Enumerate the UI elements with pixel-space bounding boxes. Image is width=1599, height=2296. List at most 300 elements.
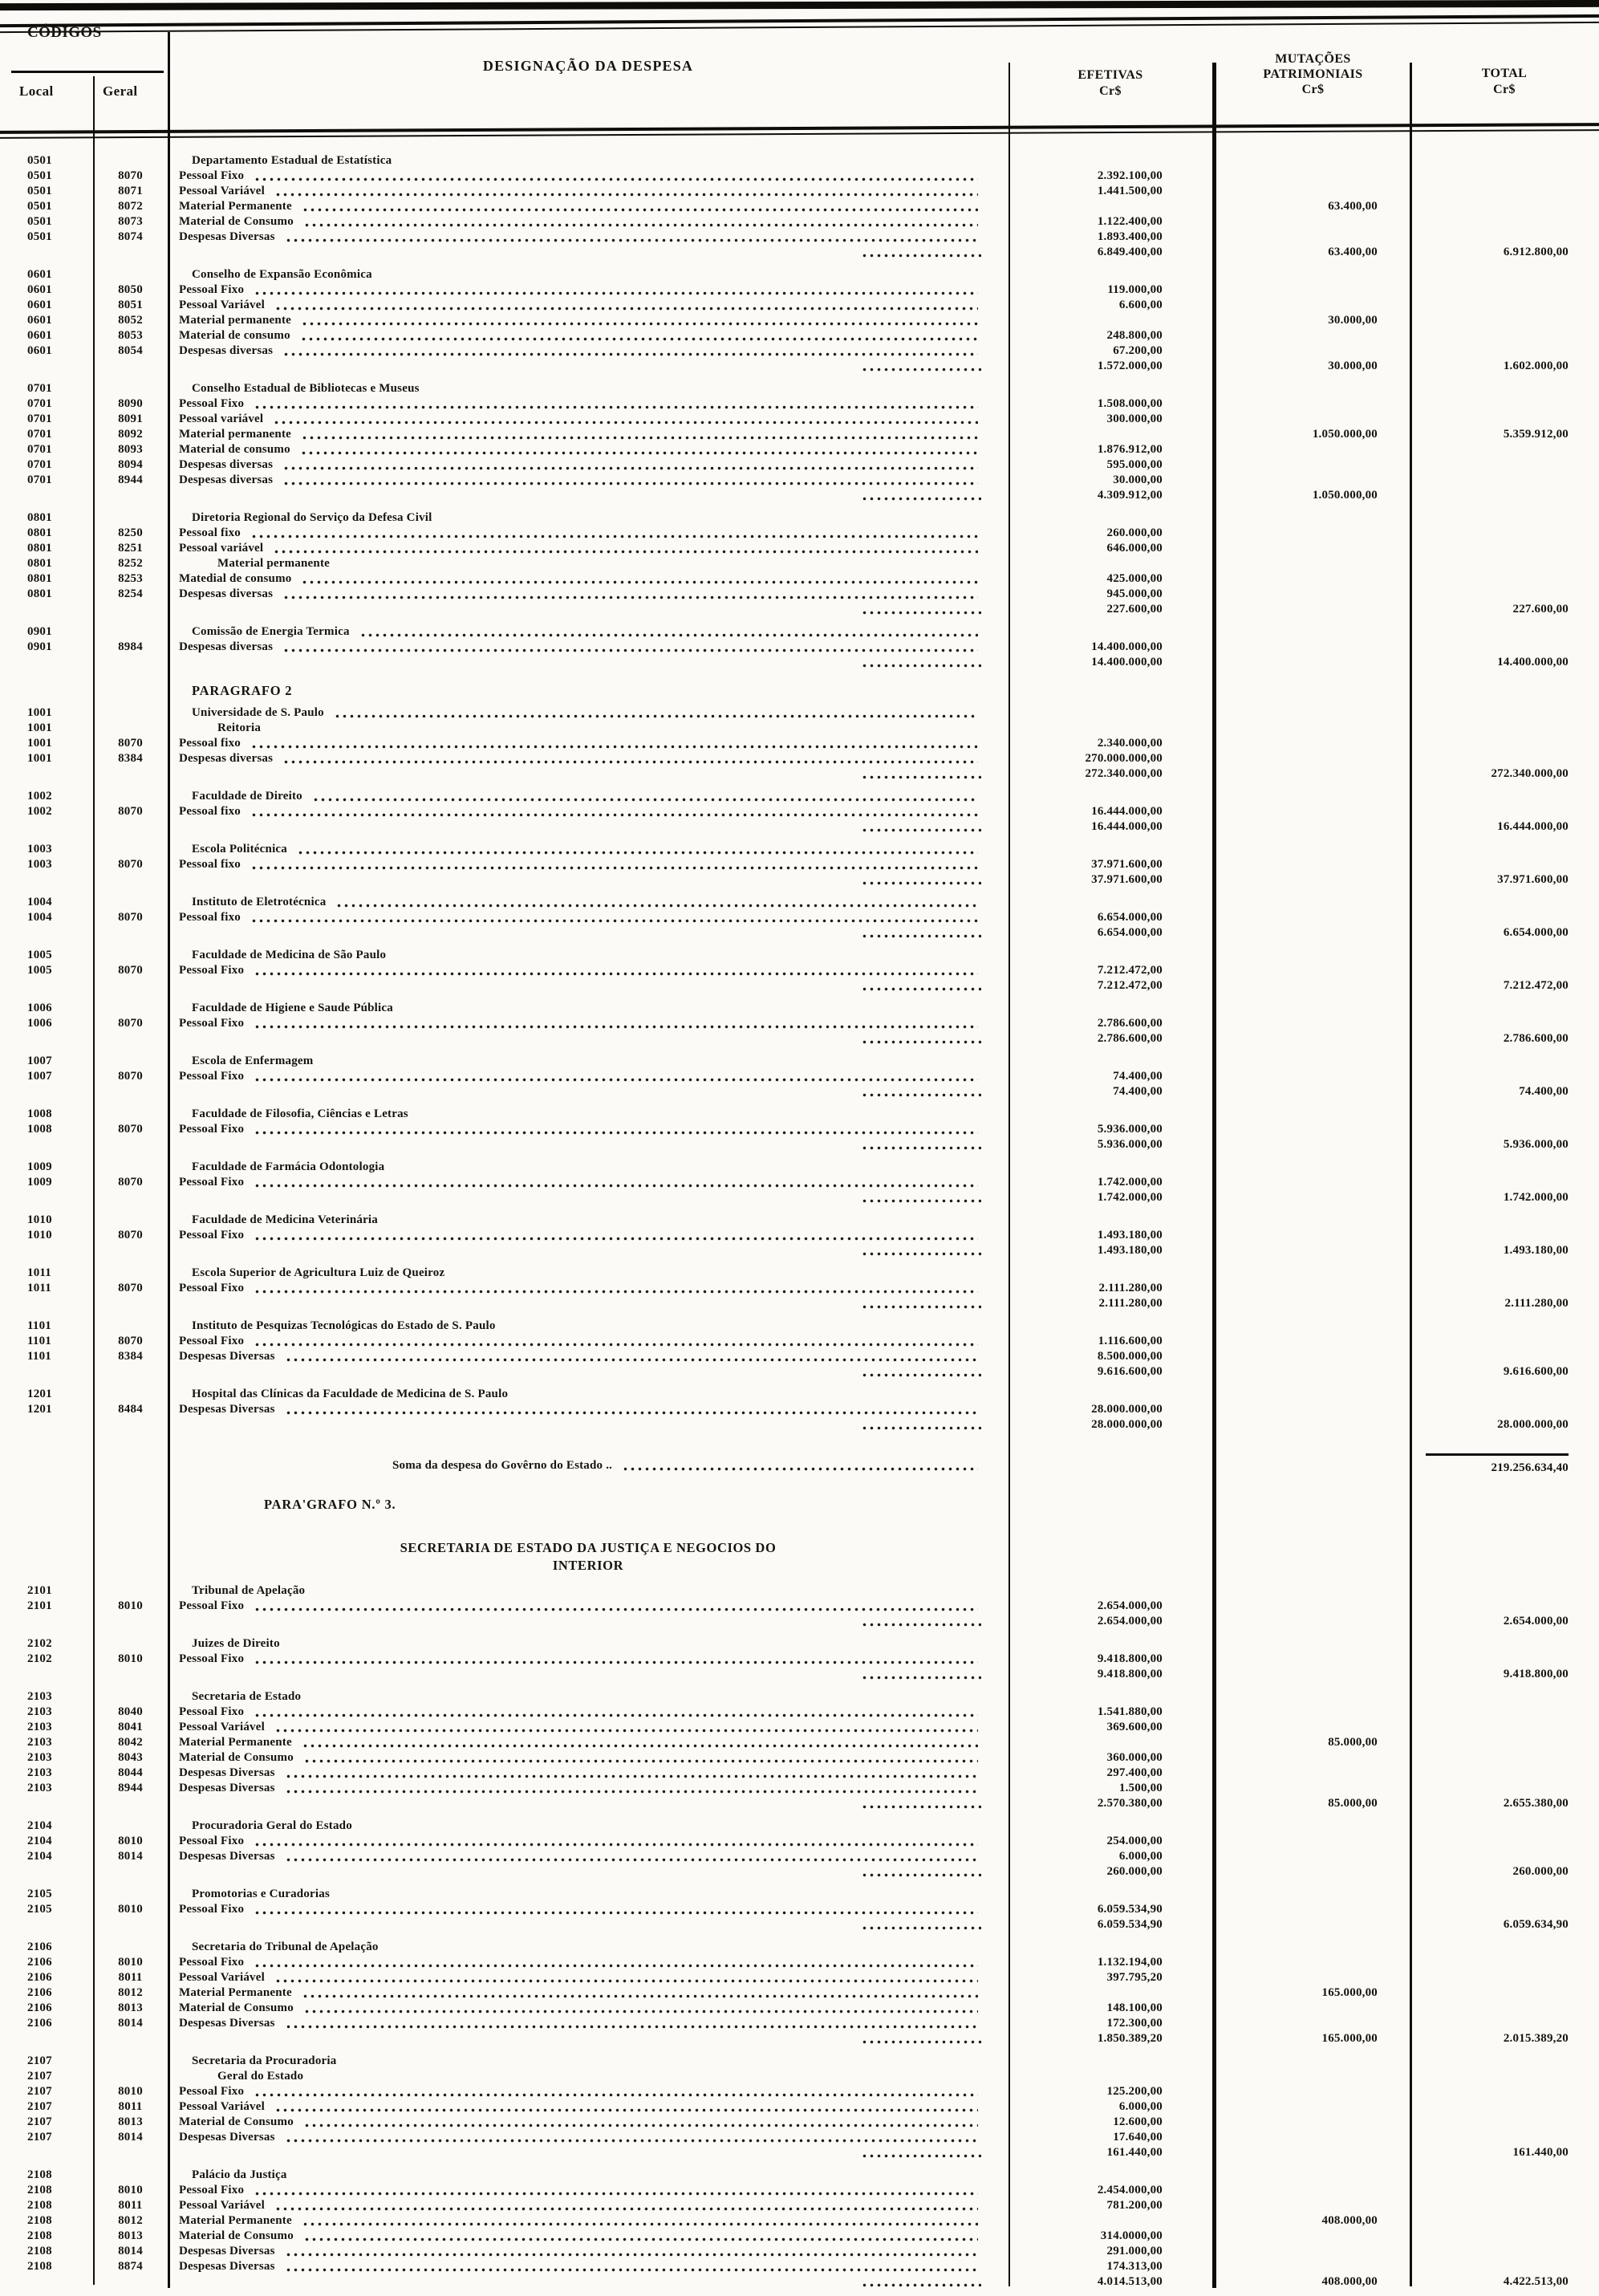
local-code: 0501: [27, 215, 52, 228]
org-title-row: [0, 1819, 1599, 1834]
designacao-cell: [168, 1160, 1009, 1175]
efetivas-value-cell: [1009, 571, 1212, 587]
line-item-row: [0, 1766, 1599, 1781]
top-border-rule: [0, 14, 1599, 27]
mutacoes-value-cell: [1212, 1750, 1410, 1766]
local-code: 1004: [27, 911, 52, 924]
designacao-text: Despesas diversas: [179, 473, 274, 486]
geral-code-cell: [93, 153, 168, 169]
total-value-cell: [1410, 1107, 1599, 1122]
line-item-row: [0, 804, 1599, 819]
designacao-cell: [168, 2016, 1009, 2031]
designacao-cell: [168, 571, 1009, 587]
mutacoes-value: 85.000,00: [1328, 1736, 1378, 1749]
designacao-text: Geral do Estado: [217, 2070, 304, 2083]
efetivas-value: 161.440,00: [1106, 2146, 1163, 2159]
designacao-cell: [168, 1213, 1009, 1228]
efetivas-value-cell: [1009, 1614, 1212, 1629]
designacao-text: Pessoal Variável: [179, 185, 265, 197]
subtotal-dot-leader: [861, 359, 981, 374]
total-value-cell: [1410, 2183, 1599, 2198]
total-value: 161.440,00: [1512, 2146, 1569, 2159]
mutacoes-value-cell: [1212, 2130, 1410, 2145]
local-code: 0801: [27, 526, 52, 539]
dot-leader: [301, 571, 978, 587]
geral-code: 8252: [118, 557, 143, 570]
local-code: 1009: [27, 1176, 52, 1189]
local-code: 2102: [27, 1652, 52, 1665]
designacao-cell: [168, 1296, 1009, 1311]
dot-leader: [285, 1349, 978, 1364]
efetivas-value: 1.132.194,00: [1097, 1956, 1163, 1969]
designacao-text: Despesas diversas: [179, 587, 274, 600]
total-value-cell: [1410, 1228, 1599, 1243]
total-value-cell: [1410, 282, 1599, 298]
efetivas-value-cell: [1009, 789, 1212, 804]
efetivas-value: 74.400,00: [1113, 1085, 1163, 1098]
geral-code: 8072: [118, 200, 143, 213]
geral-code: 8070: [118, 964, 143, 977]
local-code: 1008: [27, 1107, 52, 1120]
mutacoes-value: 408.000,00: [1321, 2275, 1378, 2288]
designacao-text: Secretaria do Tribunal de Apelação: [192, 1940, 379, 1953]
mutacoes-value-cell: [1212, 1985, 1410, 2001]
efetivas-value-cell: [1009, 359, 1212, 374]
efetivas-value-cell: [1009, 1190, 1212, 1205]
mutacoes-value-cell: [1212, 359, 1410, 374]
geral-code: 8984: [118, 640, 143, 653]
efetivas-value-cell: [1009, 381, 1212, 396]
designacao-cell: [168, 655, 1009, 670]
line-item-row: [0, 526, 1599, 541]
mutacoes-value-cell: [1212, 1107, 1410, 1122]
efetivas-value-cell: [1009, 230, 1212, 245]
efetivas-value-cell: [1009, 681, 1212, 701]
total-value-cell: [1410, 1243, 1599, 1258]
dot-leader: [301, 427, 978, 442]
dot-leader: [254, 963, 978, 978]
efetivas-value-cell: [1009, 1720, 1212, 1735]
total-value-cell: [1410, 1122, 1599, 1137]
total-value-cell: [1410, 1387, 1599, 1402]
total-value-cell: [1410, 1402, 1599, 1417]
subtotal-dot-leader: [861, 1137, 981, 1152]
designacao-cell: [168, 1583, 1009, 1599]
designacao-text: Pessoal Fixo: [179, 1835, 245, 1847]
designacao-text: Despesas Diversas: [179, 2260, 275, 2273]
total-value-cell: [1410, 2168, 1599, 2183]
dot-leader: [303, 2001, 978, 2016]
line-item-row: [0, 230, 1599, 245]
designacao-text: Departamento Estadual de Estatística: [192, 154, 392, 167]
efetivas-value: 291.000,00: [1106, 2245, 1163, 2257]
mutacoes-value-cell: [1212, 1190, 1410, 1205]
total-value-cell: [1410, 199, 1599, 214]
dot-leader: [254, 1069, 978, 1084]
line-item-row: [0, 640, 1599, 655]
total-value-cell: [1410, 1636, 1599, 1652]
efetivas-value: 781.200,00: [1106, 2199, 1163, 2212]
designacao-cell: [168, 640, 1009, 655]
designacao-text: Despesas Diversas: [179, 230, 275, 243]
total-value-cell: [1410, 298, 1599, 313]
mutacoes-value-cell: [1212, 1084, 1410, 1099]
total-value-cell: [1410, 214, 1599, 230]
designacao-text: Material de Consumo: [179, 215, 294, 228]
dot-leader: [282, 457, 978, 473]
line-item-row: [0, 1849, 1599, 1864]
section-title: PARAGRAFO 2: [192, 683, 293, 698]
total-value-cell: [1410, 1054, 1599, 1069]
total-value-cell: [1410, 819, 1599, 835]
total-value-cell: [1410, 1834, 1599, 1849]
mutacoes-currency-unit: Cr$: [1301, 83, 1325, 96]
line-item-row: [0, 199, 1599, 214]
total-value-cell: [1410, 766, 1599, 782]
designacao-cell: [168, 1667, 1009, 1682]
designacao-text: Pessoal Fixo: [179, 397, 245, 410]
designacao-cell: [168, 1781, 1009, 1796]
designacao-text: Material Permanente: [179, 2214, 292, 2227]
subtotal-dot-leader: [861, 1243, 981, 1258]
local-code: 2107: [27, 2100, 52, 2113]
line-item-row: [0, 1175, 1599, 1190]
org-title-row: [0, 1213, 1599, 1228]
designacao-text: Tribunal de Apelação: [192, 1584, 306, 1597]
efetivas-value-cell: [1009, 736, 1212, 751]
line-item-row: [0, 541, 1599, 556]
dot-leader: [254, 1652, 978, 1667]
efetivas-value-cell: [1009, 2054, 1212, 2069]
subtotal-dot-leader: [861, 1614, 981, 1629]
mutacoes-value-cell: [1212, 267, 1410, 282]
mutacoes-value: 30.000,00: [1328, 314, 1378, 327]
mutacoes-value-cell: [1212, 751, 1410, 766]
geral-code-cell: [93, 705, 168, 721]
local-code-cell: [0, 1243, 93, 1258]
total-value-cell: [1410, 1766, 1599, 1781]
dot-leader: [254, 1902, 978, 1917]
mutacoes-value: 1.050.000,00: [1312, 489, 1378, 502]
designacao-text: Soma da despesa do Govêrno do Estado ..: [392, 1459, 613, 1472]
total-value-cell: [1410, 1970, 1599, 1985]
mutacoes-value-cell: [1212, 872, 1410, 888]
local-code: 2107: [27, 2085, 52, 2098]
efetivas-value: 16.444.000,00: [1091, 820, 1163, 833]
total-value-cell: [1410, 1864, 1599, 1879]
total-value: 28.000.000,00: [1497, 1418, 1569, 1431]
org-title-row: [0, 1107, 1599, 1122]
efetivas-value-cell: [1009, 2099, 1212, 2115]
mutacoes-value-cell: [1212, 1137, 1410, 1152]
total-value-cell: [1410, 842, 1599, 857]
dot-leader: [312, 789, 978, 804]
total-value-cell: [1410, 2145, 1599, 2160]
efetivas-value: 16.444.000,00: [1091, 805, 1163, 818]
dot-leader: [303, 1750, 978, 1766]
efetivas-value-cell: [1009, 2168, 1212, 2183]
local-code-cell: [0, 819, 93, 835]
designacao-cell: [168, 1636, 1009, 1652]
designacao-cell: [168, 1402, 1009, 1417]
codigos-column-group-label: CÓDIGOS: [27, 24, 102, 41]
geral-code-cell: [93, 925, 168, 941]
designacao-cell: [168, 1864, 1009, 1879]
efetivas-value: 6.654.000,00: [1097, 911, 1163, 924]
designacao-cell: [168, 624, 1009, 640]
total-value-cell: [1410, 510, 1599, 526]
org-title-row: [0, 1054, 1599, 1069]
designacao-cell: [168, 948, 1009, 963]
mutacoes-value-cell: [1212, 602, 1410, 617]
efetivas-value-cell: [1009, 1122, 1212, 1137]
local-code: 2103: [27, 1782, 52, 1794]
designacao-text: Pessoal Fixo: [179, 1017, 245, 1030]
line-item-row: [0, 1281, 1599, 1296]
subtotal-row: [0, 488, 1599, 503]
line-item-row: [0, 1122, 1599, 1137]
efetivas-value-cell: [1009, 199, 1212, 214]
efetivas-value-cell: [1009, 624, 1212, 640]
designacao-cell: [168, 2259, 1009, 2274]
designacao-text: Faculdade de Direito: [192, 790, 302, 803]
mutacoes-value-cell: [1212, 245, 1410, 260]
local-code: 1008: [27, 1123, 52, 1136]
mutacoes-value-cell: [1212, 526, 1410, 541]
efetivas-value-cell: [1009, 721, 1212, 736]
efetivas-value: 4.014.513,00: [1097, 2275, 1163, 2288]
mutacoes-value-cell: [1212, 978, 1410, 994]
org-title-row: [0, 624, 1599, 640]
designacao-cell: [168, 1001, 1009, 1016]
local-code-cell: [0, 1137, 93, 1152]
efetivas-value-cell: [1009, 267, 1212, 282]
total-value: 227.600,00: [1512, 603, 1569, 616]
dot-leader: [250, 526, 978, 541]
total-value-cell: [1410, 488, 1599, 503]
mutacoes-value-cell: [1212, 1667, 1410, 1682]
dot-leader: [622, 1458, 978, 1473]
designacao-cell: [168, 2084, 1009, 2099]
efetivas-value: 2.786.600,00: [1097, 1032, 1163, 1045]
line-item-row: [0, 282, 1599, 298]
efetivas-value: 300.000,00: [1106, 412, 1163, 425]
mutacoes-value-cell: [1212, 1864, 1410, 1879]
local-code: 2103: [27, 1766, 52, 1779]
designacao-text: Pessoal variável: [179, 412, 264, 425]
line-item-row: [0, 1720, 1599, 1735]
geral-code: 8094: [118, 458, 143, 471]
subtotal-dot-leader: [861, 1364, 981, 1380]
designacao-text: Pessoal Variável: [179, 299, 265, 311]
efetivas-value-cell: [1009, 488, 1212, 503]
total-value: 9.616.600,00: [1503, 1365, 1569, 1378]
subtotal-row: [0, 1614, 1599, 1629]
geral-column-label: Geral: [103, 83, 138, 99]
designacao-text: Material de Consumo: [179, 2001, 294, 2014]
geral-code-cell: [93, 1689, 168, 1705]
designacao-text: Despesas Diversas: [179, 1403, 275, 1416]
efetivas-value-cell: [1009, 857, 1212, 872]
total-value: 1.742.000,00: [1503, 1191, 1569, 1204]
geral-code: 8070: [118, 805, 143, 818]
total-value: 16.444.000,00: [1497, 820, 1569, 833]
geral-code-cell: [93, 872, 168, 888]
efetivas-value: 172.300,00: [1106, 2017, 1163, 2030]
total-value-cell: [1410, 1175, 1599, 1190]
total-value-cell: [1410, 1849, 1599, 1864]
geral-code: 8070: [118, 858, 143, 871]
designacao-text: Pessoal Fixo: [179, 1599, 245, 1612]
geral-code: 8014: [118, 1850, 143, 1863]
org-title-row: [0, 267, 1599, 282]
total-value-cell: [1410, 948, 1599, 963]
org-title-row: [0, 705, 1599, 721]
efetivas-value-cell: [1009, 602, 1212, 617]
efetivas-value-cell: [1009, 298, 1212, 313]
total-value-cell: [1410, 541, 1599, 556]
subtotal-row: [0, 1667, 1599, 1682]
subtotal-row: [0, 2274, 1599, 2290]
total-value-cell: [1410, 1084, 1599, 1099]
geral-code-cell: [93, 1190, 168, 1205]
designacao-text: Escola Politécnica: [192, 843, 287, 855]
org-title-row: [0, 789, 1599, 804]
designacao-cell: [168, 1084, 1009, 1099]
local-code-cell: [0, 1296, 93, 1311]
vertical-rule-mutacoes-total: [1410, 63, 1412, 2286]
total-value: 9.418.800,00: [1503, 1668, 1569, 1680]
geral-code-cell: [93, 1243, 168, 1258]
geral-code: 8070: [118, 1017, 143, 1030]
local-code: 0701: [27, 443, 52, 456]
designacao-text: Escola Superior de Agricultura Luiz de Queiroz: [192, 1266, 445, 1279]
designacao-cell: [168, 245, 1009, 260]
mutacoes-value-cell: [1212, 1834, 1410, 1849]
mutacoes-value-cell: [1212, 1243, 1410, 1258]
designacao-cell: [168, 978, 1009, 994]
efetivas-value-cell: [1009, 2229, 1212, 2244]
efetivas-value: 270.000.000,00: [1085, 752, 1163, 765]
mutacoes-value-cell: [1212, 1538, 1410, 1575]
designacao-cell: [168, 2198, 1009, 2213]
dot-leader: [274, 184, 978, 199]
org-title-row: [0, 1160, 1599, 1175]
efetivas-value-cell: [1009, 640, 1212, 655]
total-value-cell: [1410, 895, 1599, 910]
designacao-cell: [168, 298, 1009, 313]
total-value-cell: [1410, 1495, 1599, 1514]
geral-code: 8040: [118, 1705, 143, 1718]
dot-leader: [282, 640, 978, 655]
mutacoes-value-cell: [1212, 1031, 1410, 1046]
total-value-cell: [1410, 624, 1599, 640]
geral-code: 8071: [118, 185, 143, 197]
local-code: 0901: [27, 625, 52, 638]
dot-leader: [254, 1705, 978, 1720]
designacao-cell: [168, 1902, 1009, 1917]
mutacoes-value-cell: [1212, 298, 1410, 313]
local-code: 1006: [27, 1017, 52, 1030]
subtotal-row: [0, 978, 1599, 994]
efetivas-value: 30.000,00: [1113, 473, 1163, 486]
efetivas-value: 646.000,00: [1106, 542, 1163, 555]
local-code: 2106: [27, 1971, 52, 1984]
efetivas-value-cell: [1009, 1175, 1212, 1190]
efetivas-value-cell: [1009, 804, 1212, 819]
designacao-cell: [168, 1735, 1009, 1750]
local-code: 2106: [27, 2017, 52, 2030]
geral-code-cell: [93, 1296, 168, 1311]
mutacoes-value-cell: [1212, 396, 1410, 412]
efetivas-value-cell: [1009, 245, 1212, 260]
total-value-cell: [1410, 267, 1599, 282]
total-value: 6.654.000,00: [1503, 926, 1569, 939]
geral-code: 8074: [118, 230, 143, 243]
geral-code: 8090: [118, 397, 143, 410]
designacao-text: Faculdade de Higiene e Saude Pública: [192, 1002, 393, 1014]
dot-leader: [300, 442, 978, 457]
mutacoes-value-cell: [1212, 571, 1410, 587]
designacao-text: Pessoal Fixo: [179, 283, 245, 296]
dot-leader: [302, 1985, 978, 2001]
efetivas-value: 1.493.180,00: [1097, 1229, 1163, 1241]
geral-code: 8250: [118, 526, 143, 539]
dot-leader: [285, 2130, 978, 2145]
designacao-text: Comissão de Energia Termica: [192, 625, 350, 638]
designacao-cell: [168, 872, 1009, 888]
efetivas-value-cell: [1009, 541, 1212, 556]
local-code: 1201: [27, 1403, 52, 1416]
subtotal-dot-leader: [861, 1917, 981, 1932]
mutacoes-value-cell: [1212, 2183, 1410, 2198]
geral-code: 8011: [118, 1971, 143, 1984]
line-item-row: [0, 169, 1599, 184]
designacao-text: Material permanente: [217, 557, 331, 570]
efetivas-value: 297.400,00: [1106, 1766, 1163, 1779]
designacao-text: Material permanente: [179, 428, 292, 441]
designacao-cell: [168, 1281, 1009, 1296]
mutacoes-value-cell: [1212, 1054, 1410, 1069]
geral-code-cell: [93, 245, 168, 260]
local-code: 0501: [27, 169, 52, 182]
local-code: 1001: [27, 737, 52, 750]
geral-code-cell: [93, 2145, 168, 2160]
efetivas-value-cell: [1009, 328, 1212, 343]
line-item-row: [0, 1705, 1599, 1720]
local-column-label: Local: [19, 83, 54, 99]
efetivas-value: 1.122.400,00: [1097, 215, 1163, 228]
designacao-text: Despesas Diversas: [179, 1782, 275, 1794]
local-code: 2106: [27, 1956, 52, 1969]
mutacoes-value-cell: [1212, 1417, 1410, 1432]
local-code: 2108: [27, 2245, 52, 2257]
grand-total-value: 219.256.634,40: [1491, 1461, 1569, 1474]
org-title-row: [0, 2054, 1599, 2069]
efetivas-value-cell: [1009, 1652, 1212, 1667]
dot-leader: [282, 473, 978, 488]
mutacoes-value-cell: [1212, 2244, 1410, 2259]
subtotal-row: [0, 872, 1599, 888]
mutacoes-value-cell: [1212, 1781, 1410, 1796]
local-code-cell: [0, 1864, 93, 1879]
geral-code-cell: [93, 1319, 168, 1334]
geral-code-cell: [93, 1819, 168, 1834]
dot-leader: [282, 343, 978, 359]
dot-leader: [254, 2183, 978, 2198]
designacao-cell: [168, 721, 1009, 736]
efetivas-value: 1.116.600,00: [1098, 1335, 1163, 1347]
